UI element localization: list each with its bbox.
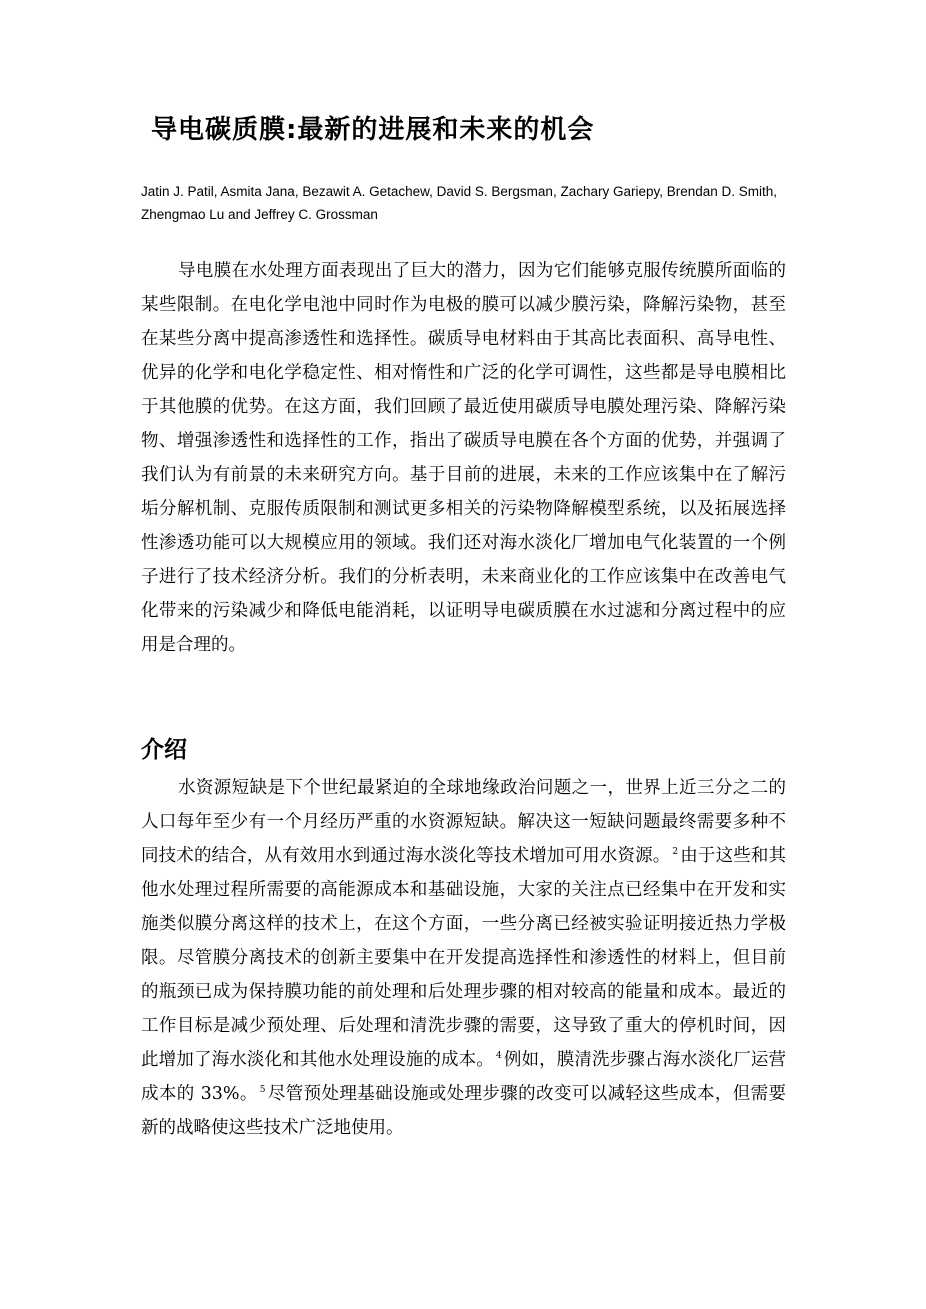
abstract-paragraph: 导电膜在水处理方面表现出了巨大的潜力，因为它们能够克服传统膜所面临的某些限制。在电化学电池中同时作为电极的膜可以减少膜污染，降解污染物，甚至在某些分离中提高渗透性和选择性。碳质导电材料由于其高比表面积、高导电性、优异的化学和电化学稳定性、相对惰性和广泛的化学可调性，这些都是导电膜相比于其他膜的优势。在这方面，我们回顾了最近使用碳质导电膜处理污染、降解污染物、增强渗透性和选择性的工作，指出了碳质导电膜在各个方面的优势，并强调了我们认为有前景的未来研究方向。基于目前的进展，未来的工作应该集中在了解污垢分解机制、克服传质限制和测试更多相关的污染物降解模型系统，以及拓展选择性渗透功能可以大规模应用的领域。我们还对海水淡化厂增加电气化装置的一个例子进行了技术经济分析。我们的分析表明，未来商业化的工作应该集中在改善电气化带来的污染减少和降低电能消耗，以证明导电碳质膜在水过滤和分离过程中的应用是合理的。 (141, 261, 786, 655)
citation-marker: 5 (259, 1085, 266, 1095)
intro-text-part-1: 水资源短缺是下个世纪最紧迫的全球地缘政治问题之一，世界上近三分之二的人口每年至少有一个月经历严重的水资源短缺。解决这一短缺问题最终需要多种不同技术的结合，从有效用水到通过海水淡化等技术增加可用水资源。 (141, 778, 786, 866)
citation-marker: 4 (495, 1051, 502, 1061)
intro-text-part-3: 例如，膜清洗步骤占海水淡化厂运营成本的 33%。 (141, 1050, 787, 1104)
intro-text-part-4: 尽管预处理基础设施或处理步骤的改变可以减轻这些成本，但需要新的战略使这些技术广泛地使用。 (141, 1084, 786, 1138)
intro-text-part-2: 由于这些和其他水处理过程所需要的高能源成本和基础设施，大家的关注点已经集中在开发和实施类似膜分离这样的技术上，在这个方面，一些分离已经被实验证明接近热力学极限。尽管膜分离技术的创新主要集中在开发提高选择性和渗透性的材料上，但目前的瓶颈已成为保持膜功能的前处理和后处理步骤的相对较高的能量和成本。最近的工作目标是减少预处理、后处理和清洗步骤的需要，这导致了重大的停机时间，因此增加了海水淡化和其他水处理设施的成本。 (141, 846, 787, 1070)
section-heading-introduction: 介绍 (141, 737, 187, 763)
author-list: Jatin J. Patil, Asmita Jana, Bezawit A. Getachew, David S. Bergsman, Zachary Gariepy, Brendan D. Smith, Zhengmao Lu and Jeffrey C. Grossman (141, 184, 778, 222)
citation-marker: 2 (672, 847, 679, 857)
paper-title: 导电碳质膜:最新的进展和未来的机会 (151, 115, 595, 145)
introduction-paragraph (141, 771, 786, 1145)
